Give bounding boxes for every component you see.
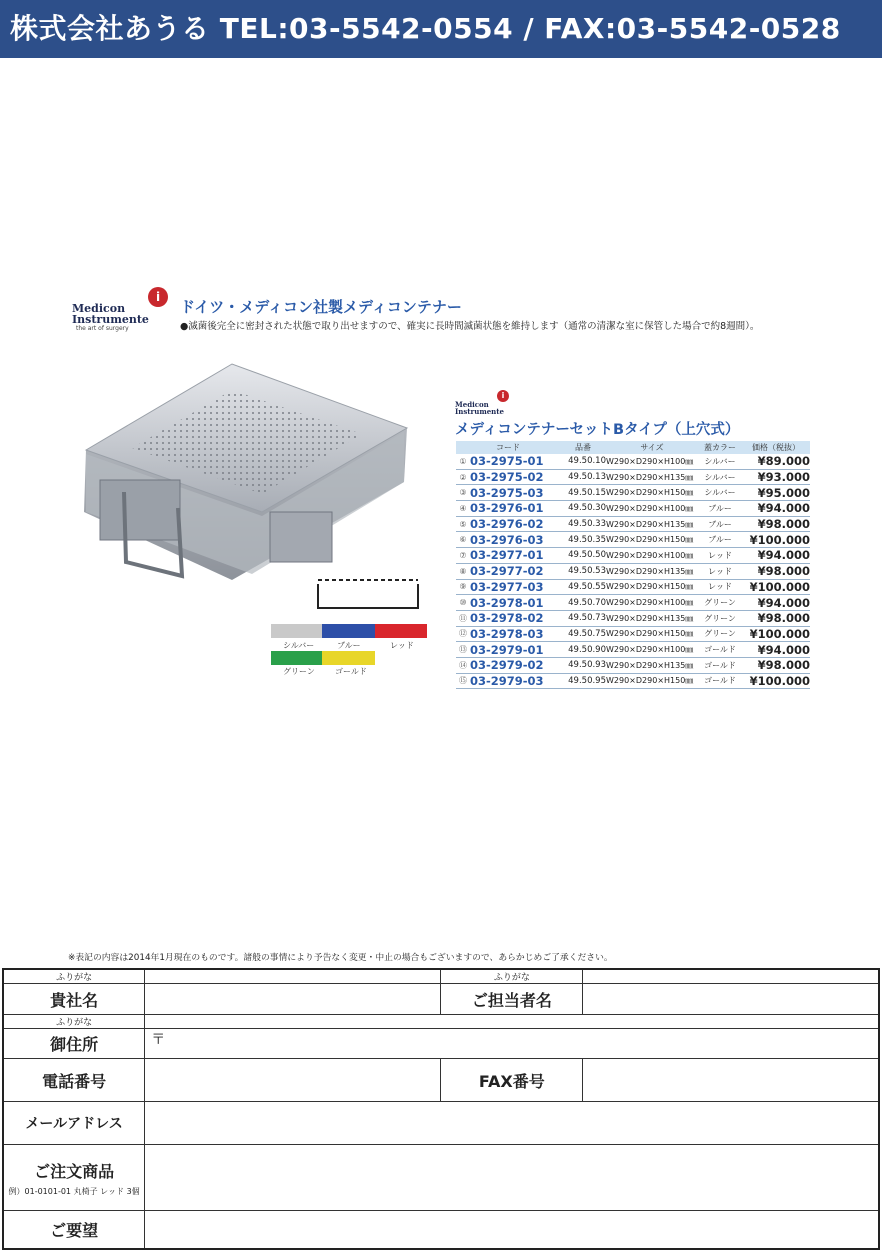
- part-number: 49.50.93: [560, 657, 606, 673]
- container-illustration: [82, 362, 412, 582]
- row-number: ⑭: [456, 657, 470, 673]
- lid-color: レッド: [698, 563, 742, 579]
- part-number: 49.50.15: [560, 485, 606, 501]
- row-number: ⑫: [456, 626, 470, 642]
- spec-row: [456, 673, 810, 689]
- order-items-cell: [3, 1145, 145, 1211]
- product-price: ¥89.000: [742, 454, 810, 469]
- product-size: W290×D290×H100㎜: [606, 501, 698, 517]
- email-label: メールアドレス: [3, 1102, 145, 1145]
- product-code: 03-2975-01: [470, 454, 560, 469]
- spec-row: [456, 626, 810, 642]
- part-number: 49.50.55: [560, 579, 606, 595]
- furigana-address-field[interactable]: [145, 1015, 879, 1029]
- product-size: W290×D290×H135㎜: [606, 469, 698, 485]
- col-size: サイズ: [606, 441, 698, 454]
- part-number: 49.50.35: [560, 532, 606, 548]
- product-code: 03-2977-03: [470, 579, 560, 595]
- part-number: 49.50.90: [560, 642, 606, 658]
- row-number: ①: [456, 454, 470, 469]
- logo-word-instrumente: Instrumente: [72, 313, 149, 326]
- product-price: ¥98.000: [742, 563, 810, 579]
- product-code: 03-2978-01: [470, 595, 560, 611]
- medicon-logo-small: [455, 390, 515, 416]
- product-size: W290×D290×H100㎜: [606, 595, 698, 611]
- lid-color: グリーン: [698, 595, 742, 611]
- spec-header-row: [456, 441, 810, 454]
- swatch-blue: [322, 624, 375, 638]
- spec-row: [456, 454, 810, 469]
- swatch-label-blue: ブルー: [337, 641, 361, 650]
- product-code: 03-2976-01: [470, 501, 560, 517]
- product-price: ¥95.000: [742, 485, 810, 501]
- spec-row: [456, 595, 810, 611]
- product-size: W290×D290×H100㎜: [606, 454, 698, 469]
- product-code: 03-2979-02: [470, 657, 560, 673]
- lid-color: レッド: [698, 579, 742, 595]
- row-number: ④: [456, 501, 470, 517]
- col-color: 蓋カラー: [698, 441, 742, 454]
- product-code: 03-2976-02: [470, 516, 560, 532]
- requests-label: ご要望: [3, 1211, 145, 1249]
- lid-color: ゴールド: [698, 642, 742, 658]
- spec-row: [456, 501, 810, 517]
- logo-small-word-medicon: Medicon: [455, 400, 489, 409]
- part-number: 49.50.95: [560, 673, 606, 689]
- col-part: 品番: [560, 441, 606, 454]
- product-size: W290×D290×H135㎜: [606, 516, 698, 532]
- product-size: W290×D290×H135㎜: [606, 610, 698, 626]
- medicon-mark-small-icon: i: [497, 390, 509, 402]
- address-label: 御住所: [3, 1029, 145, 1059]
- logo-tagline: the art of surgery: [76, 325, 129, 332]
- swatch-gold: [322, 651, 375, 665]
- part-number: 49.50.73: [560, 610, 606, 626]
- part-number: 49.50.13: [560, 469, 606, 485]
- furigana-company-field[interactable]: [145, 969, 441, 984]
- spec-row: [456, 563, 810, 579]
- spec-row: [456, 469, 810, 485]
- logo-word-medicon: Medicon: [72, 302, 126, 315]
- requests-field[interactable]: [145, 1211, 879, 1249]
- company-label: 貴社名: [3, 984, 145, 1015]
- company-field[interactable]: [145, 984, 441, 1015]
- product-price: ¥94.000: [742, 548, 810, 564]
- product-price: ¥94.000: [742, 642, 810, 658]
- sterility-note: ●滅菌後完全に密封された状態で取り出せますので、確実に長時間滅菌状態を維持します（通常の清潔な室に保管した場合で約8週間）。: [180, 321, 760, 332]
- product-code: 03-2979-03: [470, 673, 560, 689]
- swatch-label-red: レッド: [390, 641, 414, 650]
- product-size: W290×D290×H100㎜: [606, 548, 698, 564]
- swatch-label-gold: ゴールド: [335, 667, 367, 676]
- spec-row: [456, 548, 810, 564]
- swatch-red: [375, 624, 427, 638]
- swatch-label-green: グリーン: [283, 667, 315, 676]
- lid-color: グリーン: [698, 626, 742, 642]
- furigana-address: ふりがな: [3, 1015, 145, 1029]
- lid-color: ゴールド: [698, 673, 742, 689]
- row-number: ③: [456, 485, 470, 501]
- swatch-green: [271, 651, 322, 665]
- product-code: 03-2975-03: [470, 485, 560, 501]
- product-size: W290×D290×H150㎜: [606, 673, 698, 689]
- spec-row: [456, 579, 810, 595]
- contact-person-label: ご担当者名: [441, 984, 583, 1015]
- fax-label: FAX番号: [441, 1059, 583, 1102]
- lid-color: グリーン: [698, 610, 742, 626]
- row-number: ⑪: [456, 610, 470, 626]
- row-number: ⑬: [456, 642, 470, 658]
- col-price: 価格（税抜）: [742, 441, 810, 454]
- postal-mark: 〒: [151, 1032, 166, 1048]
- product-price: ¥100.000: [742, 532, 810, 548]
- order-example: 例）01-0101-01 丸椅子 レッド 3個: [8, 1186, 140, 1196]
- product-price: ¥100.000: [742, 579, 810, 595]
- lid-diagram: [315, 576, 421, 612]
- row-number: ②: [456, 469, 470, 485]
- product-size: W290×D290×H150㎜: [606, 579, 698, 595]
- swatch-label-silver: シルバー: [283, 641, 315, 650]
- part-number: 49.50.70: [560, 595, 606, 611]
- product-price: ¥100.000: [742, 673, 810, 689]
- spec-row: [456, 642, 810, 658]
- row-number: ⑮: [456, 673, 470, 689]
- spec-row: [456, 516, 810, 532]
- lid-color: レッド: [698, 548, 742, 564]
- swatch-silver: [271, 624, 322, 638]
- contact-banner: 株式会社あうる TEL:03-5542-0554 / FAX:03-5542-0528: [0, 0, 882, 58]
- part-number: 49.50.53: [560, 563, 606, 579]
- lid-color: ブルー: [698, 532, 742, 548]
- col-code: コード: [456, 441, 560, 454]
- spec-row: [456, 610, 810, 626]
- order-items-label: ご注文商品: [34, 1161, 115, 1181]
- row-number: ⑩: [456, 595, 470, 611]
- product-price: ¥100.000: [742, 626, 810, 642]
- color-swatches: [271, 624, 431, 676]
- part-number: 49.50.30: [560, 501, 606, 517]
- fax-field[interactable]: [583, 1059, 879, 1102]
- lid-color: ゴールド: [698, 657, 742, 673]
- lid-color: シルバー: [698, 485, 742, 501]
- contact-person-field[interactable]: [583, 984, 879, 1015]
- furigana-contact-field[interactable]: [583, 969, 879, 984]
- product-price: ¥94.000: [742, 501, 810, 517]
- email-field[interactable]: [145, 1102, 879, 1145]
- part-number: 49.50.10: [560, 454, 606, 469]
- product-title: メディコンテナーセットBタイプ（上穴式）: [455, 422, 740, 438]
- part-number: 49.50.75: [560, 626, 606, 642]
- row-number: ⑤: [456, 516, 470, 532]
- part-number: 49.50.33: [560, 516, 606, 532]
- logo-small-word-instrumente: Instrumente: [455, 407, 504, 416]
- medicon-logo: [72, 287, 172, 333]
- product-size: W290×D290×H135㎜: [606, 563, 698, 579]
- furigana-company: ふりがな: [3, 969, 145, 984]
- spec-table: [456, 441, 810, 689]
- phone-field[interactable]: [145, 1059, 441, 1102]
- product-size: W290×D290×H150㎜: [606, 485, 698, 501]
- lid-color: シルバー: [698, 454, 742, 469]
- product-price: ¥94.000: [742, 595, 810, 611]
- furigana-contact: ふりがな: [441, 969, 583, 984]
- product-price: ¥98.000: [742, 610, 810, 626]
- order-items-field[interactable]: [145, 1145, 879, 1211]
- product-size: W290×D290×H150㎜: [606, 532, 698, 548]
- spec-row: [456, 532, 810, 548]
- product-code: 03-2978-02: [470, 610, 560, 626]
- product-code: 03-2978-03: [470, 626, 560, 642]
- row-number: ⑨: [456, 579, 470, 595]
- part-number: 49.50.50: [560, 548, 606, 564]
- product-price: ¥98.000: [742, 516, 810, 532]
- spec-row: [456, 657, 810, 673]
- lid-color: ブルー: [698, 501, 742, 517]
- medicon-mark-icon: i: [148, 287, 168, 307]
- row-number: ⑦: [456, 548, 470, 564]
- order-form: [2, 968, 880, 1250]
- product-size: W290×D290×H100㎜: [606, 642, 698, 658]
- lid-color: ブルー: [698, 516, 742, 532]
- product-code: 03-2977-02: [470, 563, 560, 579]
- product-size: W290×D290×H135㎜: [606, 657, 698, 673]
- product-code: 03-2976-03: [470, 532, 560, 548]
- product-code: 03-2975-02: [470, 469, 560, 485]
- page-headline: ドイツ・メディコン社製メディコンテナー: [180, 298, 462, 316]
- product-code: 03-2979-01: [470, 642, 560, 658]
- product-size: W290×D290×H150㎜: [606, 626, 698, 642]
- lid-color: シルバー: [698, 469, 742, 485]
- spec-row: [456, 485, 810, 501]
- row-number: ⑥: [456, 532, 470, 548]
- address-field[interactable]: [145, 1029, 879, 1059]
- disclaimer: ※表記の内容は2014年1月現在のものです。諸般の事情により予告なく変更・中止の場合もございますので、あらかじめご了承ください。: [68, 953, 613, 963]
- product-code: 03-2977-01: [470, 548, 560, 564]
- product-price: ¥93.000: [742, 469, 810, 485]
- row-number: ⑧: [456, 563, 470, 579]
- product-price: ¥98.000: [742, 657, 810, 673]
- phone-label: 電話番号: [3, 1059, 145, 1102]
